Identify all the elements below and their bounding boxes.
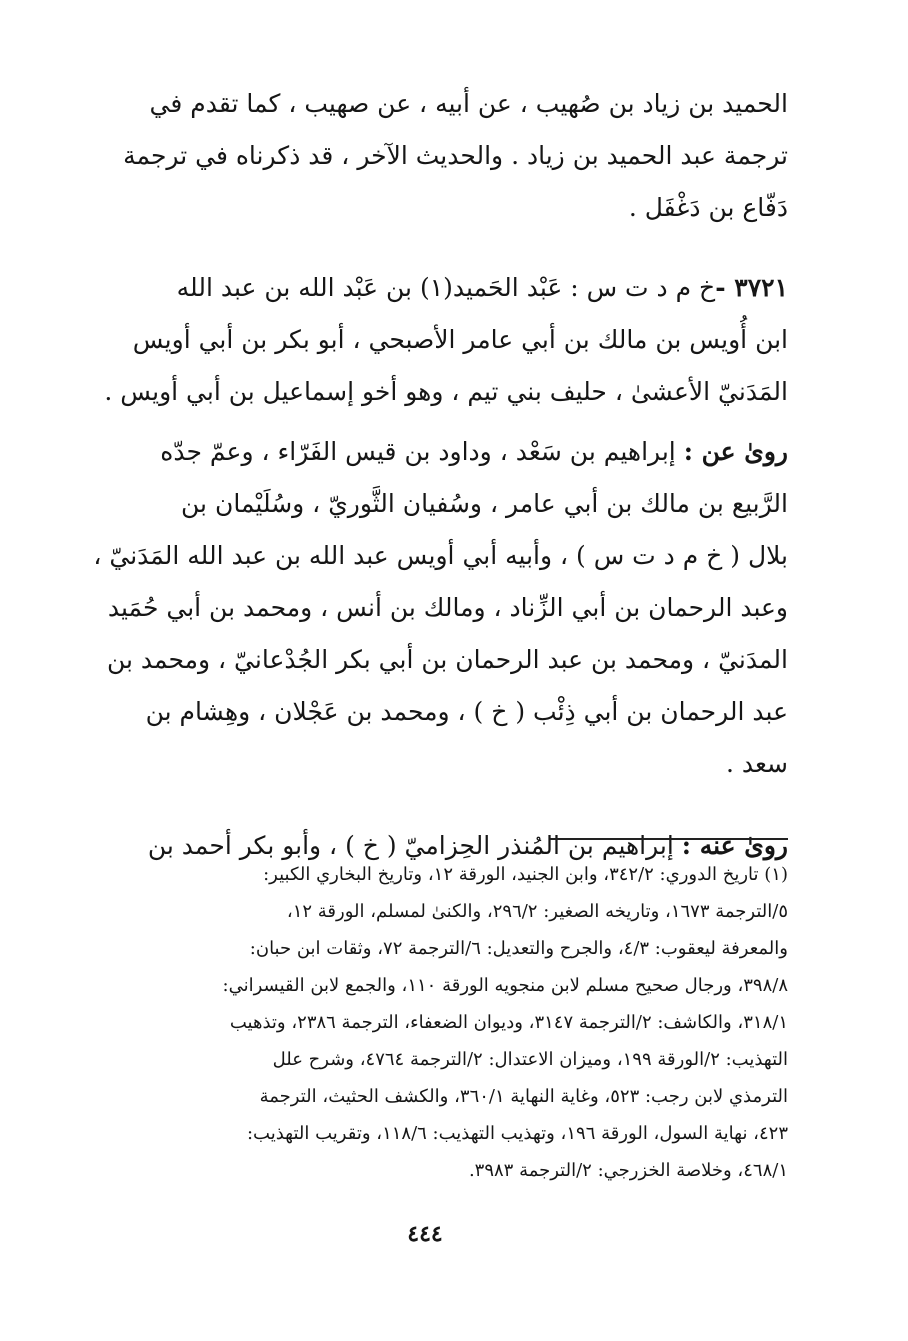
text-line: الرَّبيع بن مالك بن أبي عامر ، وسُفيان الثَّوريّ ، وسُلَيْمان بن	[181, 489, 788, 518]
text-line: ابن أُويس بن مالك بن أبي عامر الأصبحي ، أبو بكر بن أبي أويس	[132, 325, 788, 354]
page-number: ٤٤٤	[407, 1221, 443, 1247]
narrated-from-paragraph	[62, 426, 788, 790]
entry-header-text: خ م د ت س : عَبْد الحَميد(١) بن عَبْد الله بن عبد الله	[176, 273, 716, 302]
footnotes	[62, 856, 788, 1189]
footnote-line: الترمذي لابن رجب: ٥٢٣، وغاية النهاية ٣٦٠/١، والكشف الحثيث، الترجمة	[259, 1086, 788, 1107]
footnote-line: (١) تاريخ الدوري: ٣٤٢/٢، وابن الجنيد، الورقة ١٢، وتاريخ البخاري الكبير:	[263, 864, 788, 885]
biography-entry	[62, 262, 788, 418]
continuation-paragraph	[62, 78, 788, 234]
text-line: الحميد بن زياد بن صُهيب ، عن أبيه ، عن صهيب ، كما تقدم في	[149, 89, 788, 118]
text-line: دَفّاع بن دَغْفَل .	[628, 193, 788, 222]
footnote-line: والمعرفة ليعقوب: ٤/٣، والجرح والتعديل: ٦/الترجمة ٧٢، وثقات ابن حبان:	[249, 938, 788, 959]
text-line: المَدَنيّ الأعشىٰ ، حليف بني تيم ، وهو أخو إسماعيل بن أبي أويس .	[104, 377, 788, 406]
narrated-by-text: إبراهيم بن المُنذر الحِزاميّ ( خ ) ، وأبو بكر أحمد بن	[147, 831, 674, 860]
entry-header-line	[62, 262, 788, 314]
narrated-from-first-line	[62, 426, 788, 478]
footnote-line: ٤٦٨/١، وخلاصة الخزرجي: ٢/الترجمة ٣٩٨٣.	[468, 1160, 788, 1181]
narrated-by-label: روىٰ عنه :	[681, 831, 788, 860]
text-line: المدَنيّ ، ومحمد بن عبد الرحمان بن أبي بكر الجُدْعانيّ ، ومحمد بن	[106, 645, 788, 674]
text-line: ترجمة عبد الحميد بن زياد . والحديث الآخر ، قد ذكرناه في ترجمة	[123, 141, 788, 170]
text-line: بلال ( خ م د ت س ) ، وأبيه أبي أويس عبد الله بن عبد الله المَدَنيّ ،	[93, 541, 788, 570]
footnote-line: التهذيب: ٢/الورقة ١٩٩، وميزان الاعتدال: ٢/الترجمة ٤٧٦٤، وشرح علل	[272, 1049, 788, 1070]
footnote-line: ٤٢٣، نهاية السول، الورقة ١٩٦، وتهذيب التهذيب: ١١٨/٦، وتقريب التهذيب:	[246, 1123, 788, 1144]
footnote-line: ٣٩٨/٨، ورجال صحيح مسلم لابن منجويه الورقة ١١٠، والجمع لابن القيسراني:	[222, 975, 788, 996]
text-line: عبد الرحمان بن أبي ذِئْب ( خ ) ، ومحمد بن عَجْلان ، وهِشام بن	[145, 697, 788, 726]
footnote-line: ٥/الترجمة ١٦٧٣، وتاريخه الصغير: ٢٩٦/٢، والكنىٰ لمسلم، الورقة ١٢،	[286, 901, 788, 922]
text-line: وعبد الرحمان بن أبي الزِّناد ، ومالك بن أنس ، ومحمد بن أبي حُمَيد	[107, 593, 788, 622]
footnote-line: ٣١٨/١، والكاشف: ٢/الترجمة ٣١٤٧، وديوان الضعفاء، الترجمة ٢٣٨٦، وتذهيب	[229, 1012, 788, 1033]
book-page	[62, 78, 788, 1328]
entry-number: ٣٧٢١ -	[715, 273, 788, 302]
narrated-from-text: إبراهيم بن سَعْد ، وداود بن قيس الفَرّاء ، وعمّ جدّه	[160, 437, 676, 466]
text-line: سعد .	[725, 749, 788, 778]
footnote-divider	[550, 838, 788, 840]
narrated-from-label: روىٰ عن :	[683, 437, 788, 466]
